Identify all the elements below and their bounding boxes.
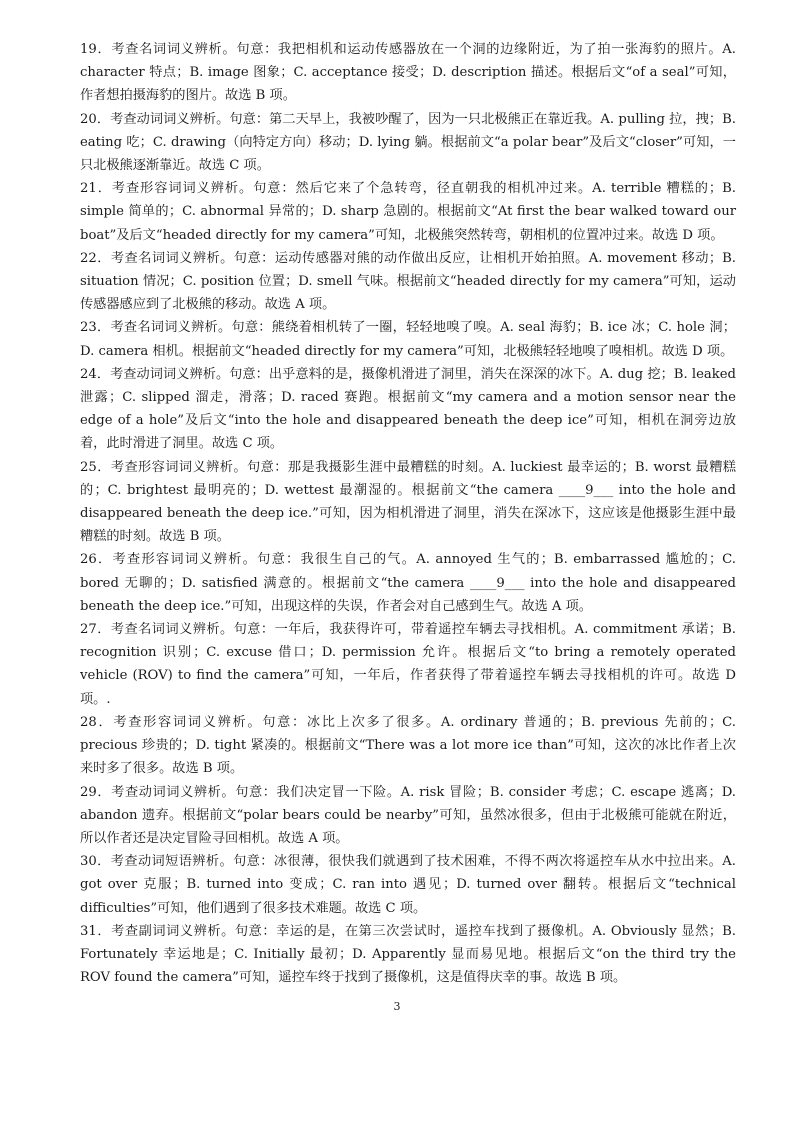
explanation-28: 28．考查形容词词义辨析。句意：冰比上次多了很多。A. ordinary 普通的；B. previous 先前的；C. precious 珍贵的；D. tight 紧凑的。根据前文“There was a lot more ice than”可知，这次的冰比作者上次来时多了很多。故选 B 项。 [80,714,736,777]
explanation-20: 20．考查动词词义辨析。句意：第二天早上，我被吵醒了，因为一只北极熊正在靠近我。A. pulling 拉，拽；B. eating 吃；C. drawing（向特定方向）移动；D. lying 躺。根据前文“a polar bear”及后文“closer”可知，一只北极熊逐渐靠近。故选 C 项。 [80,111,736,174]
page-number: 3 [393,1000,401,1013]
explanation-21: 21．考查形容词词义辨析。句意：然后它来了个急转弯，径直朝我的相机冲过来。A. terrible 糟糕的；B. simple 简单的；C. abnormal 异常的；D. sharp 急剧的。根据前文“At first the bear walked toward our boat”及后文“headed directly for my camera”可知，北极熊突然转弯，朝相机的位置冲过来。故选 D 项。 [80,181,736,243]
explanation-31: 31．考查副词词义辨析。句意：幸运的是，在第三次尝试时，遥控车找到了摄像机。A. Obviously 显然；B. Fortunately 幸运地是；C. Initially 最初；D. Apparently 显而易见地。根据后文“on the third try the ROV found the camera”可知，遥控车终于找到了摄像机，这是值得庆幸的事。故选 B 项。 [80,923,736,986]
explanation-22: 22．考查名词词义辨析。句意：运动传感器对熊的动作做出反应，让相机开始拍照。A. movement 移动；B. situation 情况；C. position 位置；D. smell 气味。根据前文“headed directly for my camera”可知，运动传感器感应到了北极熊的移动。故选 A 项。 [80,250,736,313]
explanation-23: 23．考查名词词义辨析。句意：熊绕着相机转了一圈，轻轻地嗅了嗅。A. seal 海豹；B. ice 冰；C. hole 洞；D. camera 相机。根据前文“headed directly for my camera”可知，北极熊轻轻地嗅了嗅相机。故选 D 项。 [80,320,736,359]
explanation-27: 27．考查名词词义辨析。句意：一年后，我获得许可，带着遥控车辆去寻找相机。A. commitment 承诺；B. recognition 识别；C. excuse 借口；D. permission 允许。根据后文“to bring a remotely operated vehicle (ROV) to find the camera”可知，一年后，作者获得了带着遥控车辆去寻找相机的许可。故选 D 项。. [80,622,736,707]
explanation-25: 25．考查形容词词义辨析。句意：那是我摄影生涯中最糟糕的时刻。A. luckiest 最幸运的；B. worst 最糟糕的；C. brightest 最明亮的；D. wettest 最潮湿的。根据前文“the camera ____9___ into the hole and disappeared beneath the deep ice.”可知，因为相机滑进了洞里，消失在深冰下，这应该是他摄影生涯中最糟糕的时刻。故选 B 项。 [80,459,736,545]
explanation-26: 26．考查形容词词义辨析。句意：我很生自己的气。A. annoyed 生气的；B. embarrassed 尴尬的；C. bored 无聊的；D. satisfied 满意的。根据前文“the camera ____9___ into the hole and disappeared beneath the deep ice.”可知，出现这样的失误，作者会对自己感到生气。故选 A 项。 [80,552,736,614]
explanation-19: 19．考查名词词义辨析。句意：我把相机和运动传感器放在一个洞的边缘附近，为了拍一张海豹的照片。A. character 特点；B. image 图象；C. acceptance 接受；D. description 描述。根据后文“of a seal”可知，作者想拍摄海豹的图片。故选 B 项。 [80,42,736,104]
explanation-30: 30．考查动词短语辨析。句意：冰很薄，很快我们就遇到了技术困难，不得不两次将遥控车从水中拉出来。A. got over 克服；B. turned into 变成；C. ran into 遇见；D. turned over 翻转。根据后文“technical difficulties”可知，他们遇到了很多技术难题。故选 C 项。 [80,854,736,916]
explanation-29: 29．考查动词词义辨析。句意：我们决定冒一下险。A. risk 冒险；B. consider 考虑；C. escape 逃离；D. abandon 遗弃。根据前文“polar bears could be nearby”可知，虽然冰很多，但由于北极熊可能就在附近，所以作者还是决定冒险寻回相机。故选 A 项。 [80,784,736,846]
answer-explanations [80,38,736,989]
explanation-24: 24．考查动词词义辨析。句意：出乎意料的是，摄像机滑进了洞里，消失在深深的冰下。A. dug 挖；B. leaked 泄露；C. slipped 溜走，滑落；D. raced 赛跑。根据前文“my camera and a motion sensor near the edge of a hole”及后文“into the hole and disappeared beneath the deep ice”可知，相机在洞旁边放着，此时滑进了洞里。故选 C 项。 [80,366,736,452]
